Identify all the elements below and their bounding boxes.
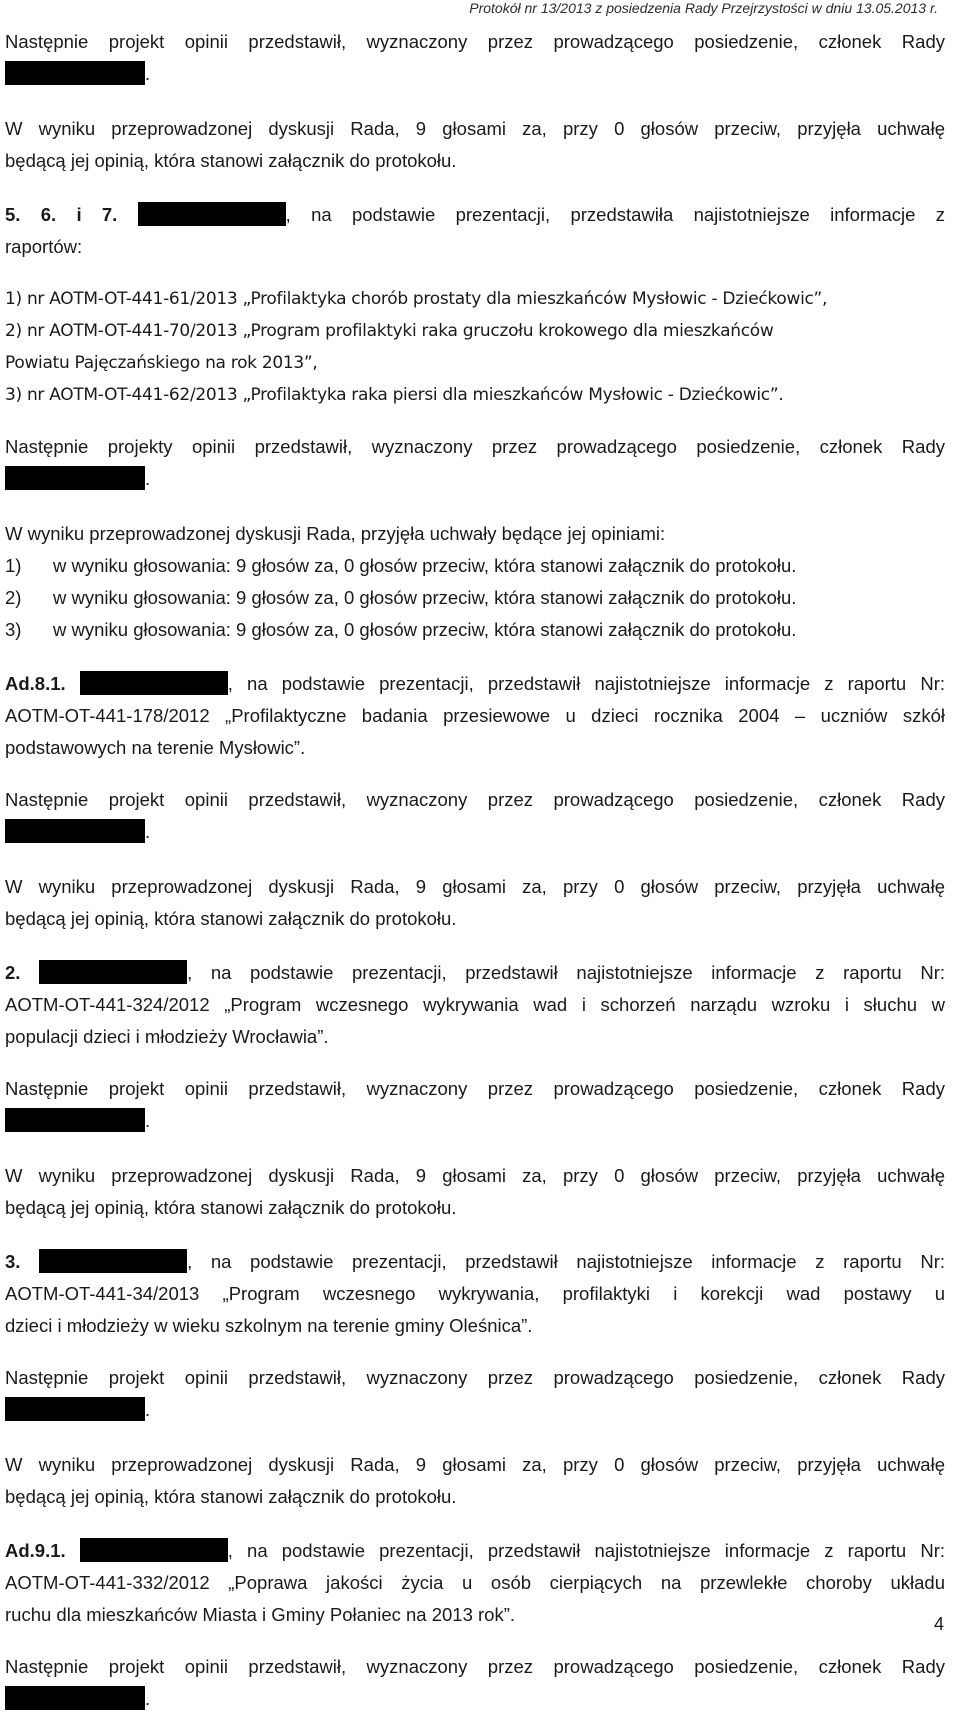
presented-opinions-line: Następnie projekty opinii przedstawił, wyznaczony przez prowadzącego posiedzenie, członek Rady [5, 436, 945, 457]
report-title-line: dzieci i młodzieży w wieku szkolnym na terenie gminy Oleśnica”. [5, 1315, 533, 1336]
list-item: 2) w wyniku głosowania: 9 głosów za, 0 głosów przeciw, która stanowi załącznik do protokołu. [5, 587, 797, 608]
redacted-name-line: . [5, 463, 945, 496]
presented-opinion-line: Następnie projekt opinii przedstawił, wyznaczony przez prowadzącego posiedzenie, członek Rady [5, 1367, 945, 1388]
section-number: 2. [5, 962, 21, 983]
section-5-6-7-cont: raportów: [5, 236, 83, 257]
report-title-line: ruchu dla mieszkańców Miasta i Gminy Połaniec na 2013 rok”. [5, 1604, 516, 1625]
presented-opinion-line: Następnie projekt opinii przedstawił, wyznaczony przez prowadzącego posiedzenie, członek Rady [5, 789, 945, 810]
vote-line-1: W wyniku przeprowadzonej dyskusji Rada, 9 głosami za, przy 0 głosów przeciw, przyjęła uchwałę [5, 1165, 945, 1186]
redacted-name [80, 671, 228, 695]
vote-line-2: będącą jej opinią, która stanowi załącznik do protokołu. [5, 908, 457, 929]
running-header: Protokół nr 13/2013 z posiedzenia Rady Przejrzystości w dniu 13.05.2013 r. [469, 0, 938, 16]
redacted-name-line: . [5, 1394, 945, 1427]
section-9-1-lead: Ad.9.1. , na podstawie prezentacji, przedstawił najistotniejsze informacje z raportu Nr: [5, 1540, 945, 1561]
report-title-line: AOTM-OT-441-34/2013 „Program wczesnego wykrywania, profilaktyki i korekcji wad postawy u [5, 1283, 945, 1304]
vote-line-2: będącą jej opinią, która stanowi załącznik do protokołu. [5, 150, 457, 171]
report-title-line: AOTM-OT-441-178/2012 „Profilaktyczne badania przesiewowe u dzieci rocznika 2004 – uczniów szkół [5, 705, 945, 726]
report-line: Powiatu Pajęczańskiego na rok 2013”, [5, 353, 318, 373]
redacted-name [5, 61, 145, 85]
section-number: 3. [5, 1251, 21, 1272]
section-5-6-7-lead: 5. 6. i 7. , na podstawie prezentacji, przedstawiła najistotniejsze informacje z [5, 204, 945, 225]
report-line: 1) nr AOTM-OT-441-61/2013 „Profilaktyka chorób prostaty dla mieszkańców Mysłowic - Dziećkowic”, [5, 289, 828, 309]
vote-line-2: będącą jej opinią, która stanowi załącznik do protokołu. [5, 1197, 457, 1218]
report-line: 2) nr AOTM-OT-441-70/2013 „Program profilaktyki raka gruczołu krokowego dla mieszkańców [5, 321, 774, 341]
redacted-name-line: . [5, 58, 945, 91]
vote-results-list [5, 550, 945, 646]
vote-line-1: W wyniku przeprowadzonej dyskusji Rada, 9 głosami za, przy 0 głosów przeciw, przyjęła uchwałę [5, 1454, 945, 1475]
redacted-name-line: . [5, 816, 945, 849]
vote-line-1: W wyniku przeprowadzonej dyskusji Rada, 9 głosami za, przy 0 głosów przeciw, przyjęła uchwałę [5, 118, 945, 139]
redacted-name [80, 1538, 228, 1562]
redacted-name [138, 202, 286, 226]
redacted-name [5, 1397, 145, 1421]
multi-vote-intro: W wyniku przeprowadzonej dyskusji Rada, przyjęła uchwały będące jej opiniami: [5, 523, 666, 544]
list-item: 1) w wyniku głosowania: 9 głosów za, 0 głosów przeciw, która stanowi załącznik do protokołu. [5, 555, 797, 576]
vote-line-2: będącą jej opinią, która stanowi załącznik do protokołu. [5, 1486, 457, 1507]
redacted-name-line: . [5, 1683, 945, 1716]
redacted-name [5, 466, 145, 490]
section-number: Ad.8.1. [5, 673, 66, 694]
report-title-line: AOTM-OT-441-324/2012 „Program wczesnego wykrywania wad i schorzeń narządu wzroku i słuchu w [5, 994, 945, 1015]
report-line: 3) nr AOTM-OT-441-62/2013 „Profilaktyka raka piersi dla mieszkańców Mysłowic - Dziećkowic”. [5, 385, 784, 405]
presented-opinion-line: Następnie projekt opinii przedstawił, wyznaczony przez prowadzącego posiedzenie, członek Rady [5, 31, 945, 52]
section-8-2-lead: 2. , na podstawie prezentacji, przedstawił najistotniejsze informacje z raportu Nr: [5, 962, 945, 983]
redacted-name-line: . [5, 1105, 945, 1138]
page-number: 4 [933, 1614, 944, 1634]
redacted-name [5, 1686, 145, 1710]
report-title-line: podstawowych na terenie Mysłowic”. [5, 737, 306, 758]
list-item: 3) w wyniku głosowania: 9 głosów za, 0 głosów przeciw, która stanowi załącznik do protokołu. [5, 619, 797, 640]
section-number: Ad.9.1. [5, 1540, 66, 1561]
presented-opinion-line: Następnie projekt opinii przedstawił, wyznaczony przez prowadzącego posiedzenie, członek Rady [5, 1078, 945, 1099]
document-body [5, 26, 945, 1716]
section-8-1-lead: Ad.8.1. , na podstawie prezentacji, przedstawił najistotniejsze informacje z raportu Nr: [5, 673, 945, 694]
redacted-name [5, 1108, 145, 1132]
report-title-line: AOTM-OT-441-332/2012 „Poprawa jakości życia u osób cierpiących na przewlekłe choroby układu [5, 1572, 945, 1593]
redacted-name [39, 960, 187, 984]
vote-line-1: W wyniku przeprowadzonej dyskusji Rada, 9 głosami za, przy 0 głosów przeciw, przyjęła uchwałę [5, 876, 945, 897]
section-8-3-lead: 3. , na podstawie prezentacji, przedstawił najistotniejsze informacje z raportu Nr: [5, 1251, 945, 1272]
presented-opinion-line: Następnie projekt opinii przedstawił, wyznaczony przez prowadzącego posiedzenie, członek Rady [5, 1656, 945, 1677]
redacted-name [39, 1249, 187, 1273]
redacted-name [5, 819, 145, 843]
report-title-line: populacji dzieci i młodzieży Wrocławia”. [5, 1026, 329, 1047]
section-number: 5. 6. i 7. [5, 204, 118, 225]
